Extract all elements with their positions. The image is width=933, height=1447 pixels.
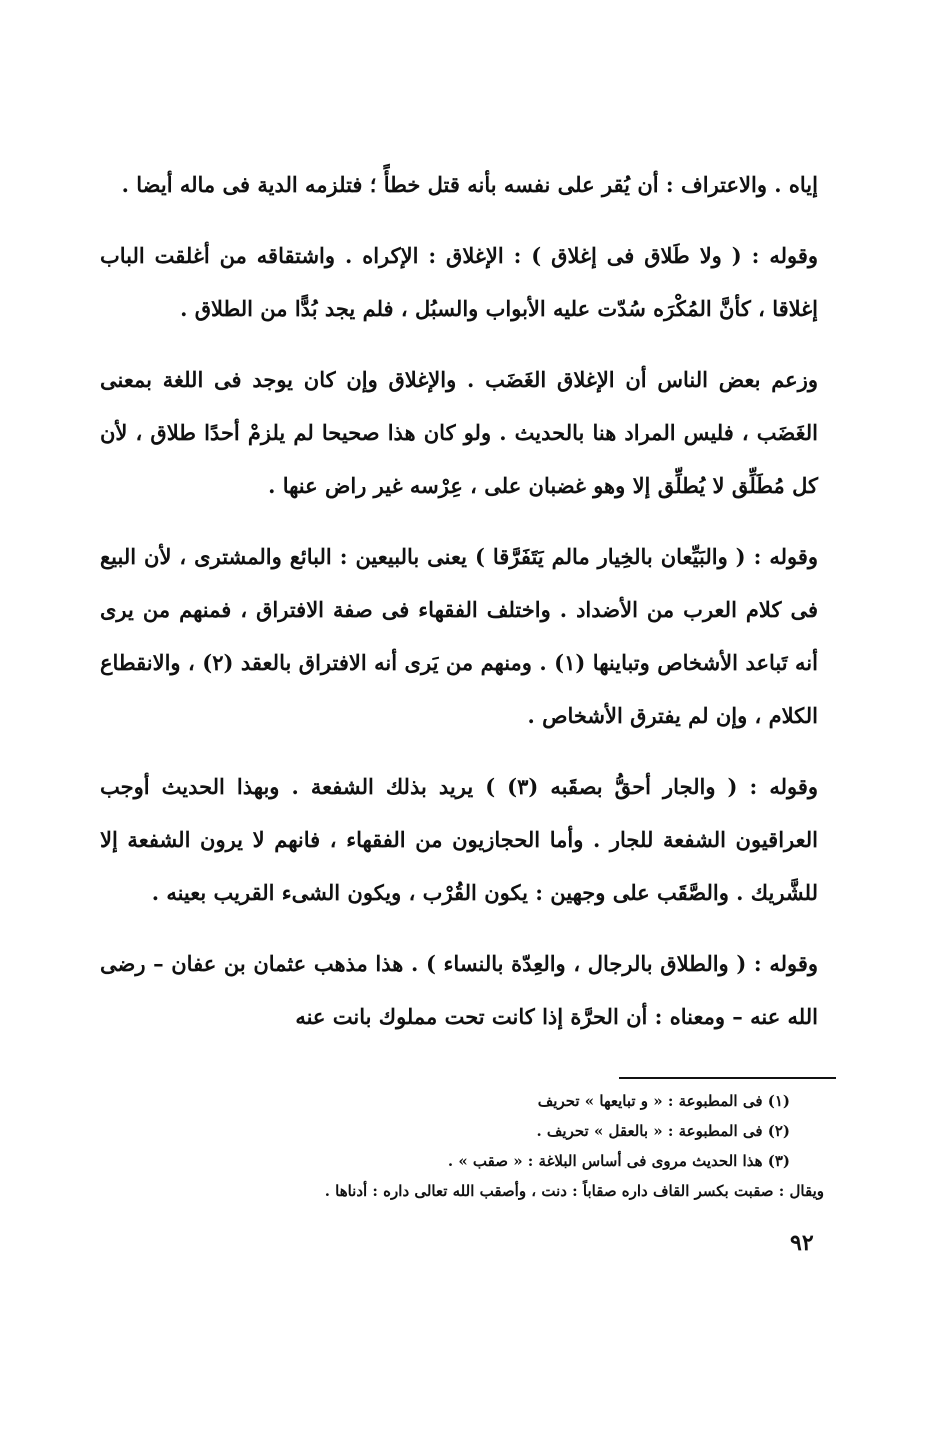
footnotes [170, 1086, 824, 1206]
page-number: ٩٢ [790, 1230, 814, 1256]
paragraph: وقوله : ( والطلاق بالرجال ، والعِدّة بالنساء ) . هذا مذهب عثمان بن عفان – رضى الله عنه – ومعناه : أن الحرَّة إذا كانت تحت مملوك بانت عنه [100, 951, 818, 1029]
footnote: (٢) فى المطبوعة : « بالعقل » تحريف . [536, 1122, 790, 1140]
footnote: (٣) هذا الحديث مروى فى أساس البلاغة : « صقب » . [447, 1152, 790, 1170]
footnote: (١) فى المطبوعة : « و تبايعها » تحريف [537, 1092, 790, 1110]
paragraph: وقوله : ( والبَيِّعان بالخِيار مالم يَتَفَرَّقا ) يعنى بالبيعين : البائع والمشترى ، لأن البيع فى كلام العرب من الأضداد . واختلف الفقهاء فى صفة الافتراق ، فمنهم من يرى أنه تَباعد الأشخاص وتباينها (١) . ومنهم من يَرى أنه الافتراق بالعقد (٢) ، والانقطاع الكلام ، وإن لم يفترق الأشخاص . [100, 544, 818, 728]
paragraph: وقوله : ( والجار أحقُّ بصقَبه (٣) ) يريد بذلك الشفعة . وبهذا الحديث أوجب العراقيون الشفعة للجار . وأما الحجازيون من الفقهاء ، فانهم لا يرون الشفعة إلا للشَّريك . والصَّقَب على وجهين : يكون القُرْب ، ويكون الشىء القريب بعينه . [100, 774, 818, 905]
paragraph: وزعم بعض الناس أن الإغلاق الغَضَب . والإغلاق وإن كان يوجد فى اللغة بمعنى الغَضَب ، فليس المراد هنا بالحديث . ولو كان هذا صحيحا لم يلزمْ أحدًا طلاق ، لأن كل مُطَلِّق لا يُطلِّق إلا وهو غضبان على ، عِرْسه غير راض عنها . [100, 367, 818, 498]
paragraph: وقوله : ( ولا طَلاق فى إغلاق ) : الإغلاق : الإكراه . واشتقاقه من أغلقت الباب إغلاقا ، كأنَّ المُكْرَه سُدّت عليه الأبواب والسبُل ، فلم يجد بُدًّا من الطلاق . [100, 243, 818, 321]
main-text [100, 158, 818, 1061]
footnote-divider [619, 1077, 836, 1079]
paragraph: إياه . والاعتراف : أن يُقر على نفسه بأنه قتل خطأً ؛ فتلزمه الدية فى ماله أيضا . [121, 172, 818, 197]
footnote-continuation: ويقال : صقبت بكسر القاف داره صقاباً : دنت ، وأصقب الله تعالى داره : أدناها . [324, 1182, 824, 1200]
